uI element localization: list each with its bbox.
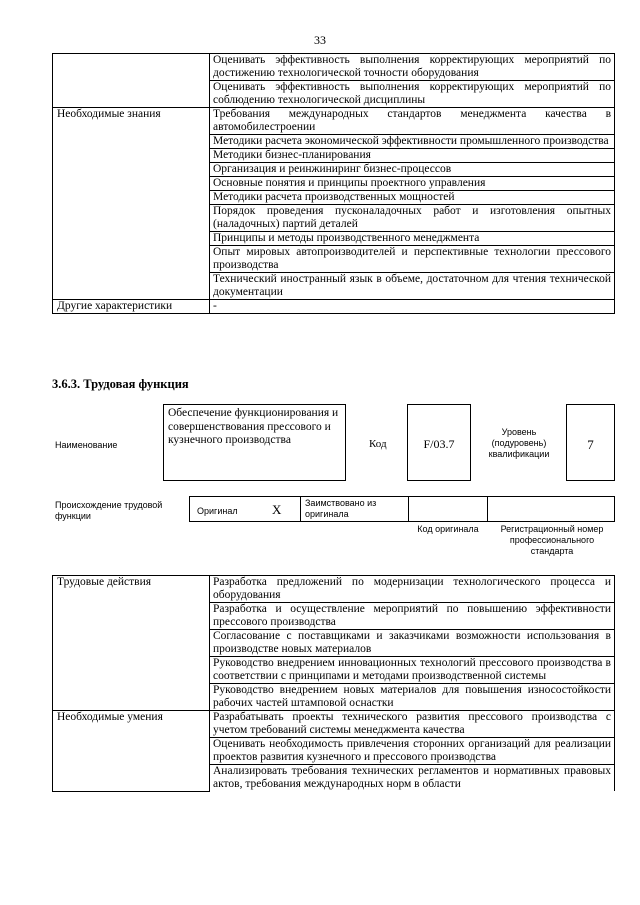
level-label: Уровень (подуровень) квалификации — [488, 427, 550, 459]
code-original-caption: Код оригинала — [417, 524, 479, 534]
code-value: F/03.7 — [407, 404, 471, 481]
knowledge-item: Организация и реинжиниринг бизнес-процессов — [210, 163, 615, 177]
other-value: - — [210, 300, 615, 314]
skill-item: Анализировать требования технических регламентов и нормативных правовых актов, требования международных норм в области — [210, 765, 615, 792]
page-number: 33 — [314, 33, 326, 47]
divider — [300, 496, 301, 522]
knowledge-item: Методики расчета производственных мощностей — [210, 191, 615, 205]
knowledge-item: Методики расчета экономической эффективности промышленного производства — [210, 135, 615, 149]
action-item: Согласование с поставщиками и заказчиками возможности использования в производстве новых материалов — [210, 630, 615, 657]
skill-item: Разрабатывать проекты технического развития прессового производства с учетом требований системы менеджмента качества — [210, 711, 615, 738]
knowledge-label: Необходимые знания — [53, 108, 210, 300]
name-label: Наименование — [55, 440, 118, 450]
table-row: Оценивать эффективность выполнения корректирующих мероприятий по соблюдению технологической дисциплины — [210, 81, 615, 108]
other-label: Другие характеристики — [53, 300, 210, 314]
action-item: Руководство внедрением инновационных технологий прессового производства в соответствии с принципами и методами производственной системы — [210, 657, 615, 684]
table-row: Оценивать эффективность выполнения корректирующих мероприятий по достижению технологической точности оборудования — [210, 54, 615, 81]
action-item: Разработка и осуществление мероприятий по повышению эффективности прессового производства — [210, 603, 615, 630]
level-value: 7 — [566, 404, 615, 481]
knowledge-table — [52, 53, 615, 314]
knowledge-item: Технический иностранный язык в объеме, достаточном для чтения технической документации — [210, 273, 615, 300]
divider — [408, 496, 409, 522]
code-label: Код — [369, 438, 387, 450]
knowledge-item: Принципы и методы производственного менеджмента — [210, 232, 615, 246]
knowledge-item: Методики бизнес-планирования — [210, 149, 615, 163]
empty-label-cell — [53, 54, 210, 108]
knowledge-item: Порядок проведения пусконаладочных работ и изготовления опытных (наладочных) партий деталей — [210, 205, 615, 232]
divider — [487, 496, 488, 522]
knowledge-item: Требования международных стандартов менеджмента качества в автомобилестроении — [210, 108, 615, 135]
skills-label: Необходимые умения — [53, 711, 210, 792]
function-name: Обеспечение функционирования и совершенствования прессового и кузнечного производства — [163, 404, 346, 481]
action-item: Руководство внедрением новых материалов для повышения износостойкости рабочих частей штамповой оснастки — [210, 684, 615, 711]
origin-label: Происхождение трудовой функции — [55, 500, 163, 521]
actions-table — [52, 575, 615, 792]
knowledge-item: Основные понятия и принципы проектного управления — [210, 177, 615, 191]
reg-number-caption: Регистрационный номер профессионального стандарта — [500, 524, 604, 556]
original-mark: X — [272, 502, 282, 517]
actions-label: Трудовые действия — [53, 576, 210, 711]
skill-item: Оценивать необходимость привлечения сторонних организаций для реализации проектов развития кузнечного и прессового производства — [210, 738, 615, 765]
action-item: Разработка предложений по модернизации технологического процесса и оборудования — [210, 576, 615, 603]
borrowed-label: Заимствовано из оригинала — [305, 498, 377, 519]
original-label: Оригинал — [197, 506, 238, 516]
section-title: 3.6.3. Трудовая функция — [52, 377, 189, 391]
knowledge-item: Опыт мировых автопроизводителей и перспективные технологии прессового производства — [210, 246, 615, 273]
